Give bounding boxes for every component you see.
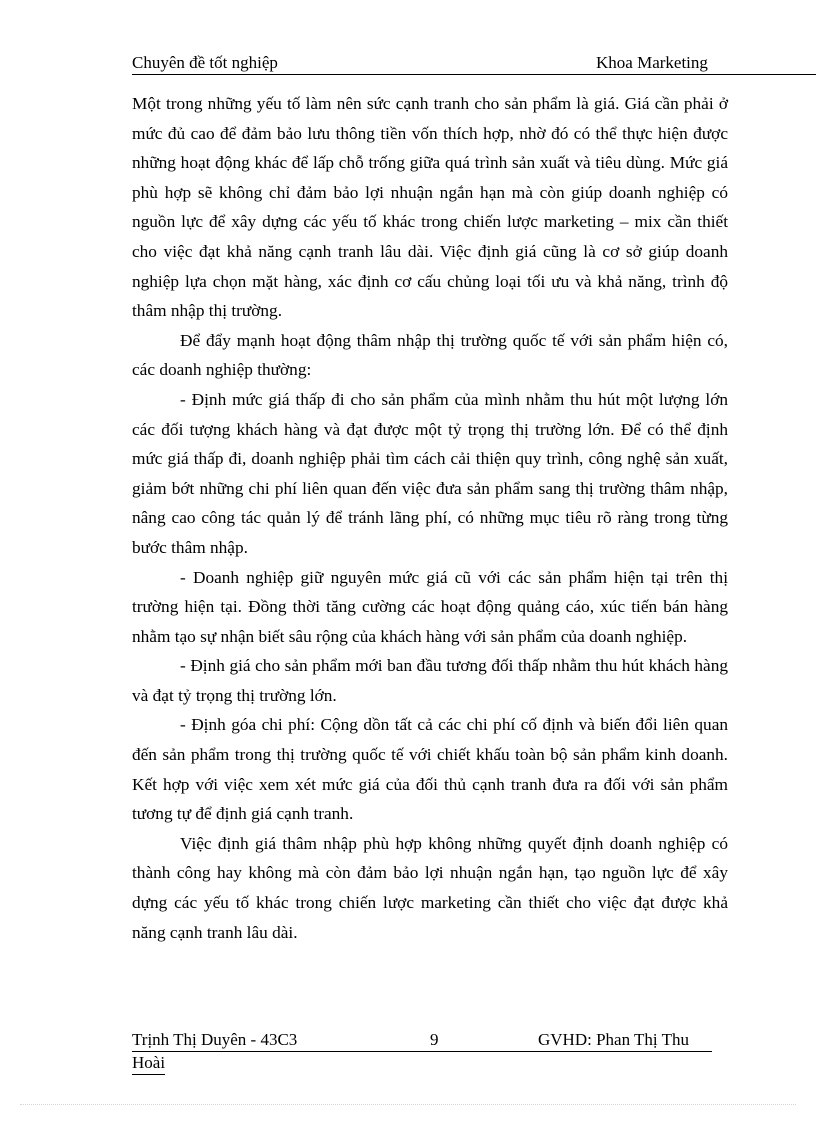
page-bottom-divider bbox=[20, 1104, 796, 1105]
page-number: 9 bbox=[430, 1030, 439, 1049]
footer-author: Trịnh Thị Duyên - 43C3 bbox=[132, 1030, 298, 1049]
header-document-type: Chuyên đề tốt nghiệp bbox=[132, 53, 278, 72]
document-body bbox=[132, 89, 728, 947]
paragraph: Việc định giá thâm nhập phù hợp không những quyết định doanh nghiệp có thành công hay không mà còn đảm bảo lợi nhuận ngắn hạn, tạo nguồn lực để xây dựng các yếu tố khác trong chiến lược marketing cần thiết cho việc đạt được khả năng cạnh tranh lâu dài. bbox=[132, 833, 728, 942]
page-footer bbox=[132, 1029, 712, 1075]
footer-line bbox=[132, 1029, 712, 1052]
bullet-paragraph: - Định mức giá thấp đi cho sản phẩm của mình nhằm thu hút một lượng lớn các đối tượng khách hàng và đạt được một tỷ trọng thị trường lớn. Để có thể định mức giá thấp đi, doanh nghiệp phải tìm cách cải thiện quy trình, công nghệ sản xuất, giảm bớt những chi phí liên quan đến việc đưa sản phẩm sang thị trường thâm nhập, nâng cao công tác quản lý để tránh lãng phí, có những mục tiêu rõ ràng trong từng bước thâm nhập. bbox=[132, 389, 728, 557]
footer-advisor: GVHD: Phan Thị Thu bbox=[538, 1030, 689, 1049]
paragraph: Để đẩy mạnh hoạt động thâm nhập thị trường quốc tế với sản phẩm hiện có, các doanh nghiệp thường: bbox=[132, 330, 728, 380]
page-header bbox=[132, 52, 816, 75]
footer-advisor-continued: Hoài bbox=[132, 1052, 165, 1075]
paragraph: Một trong những yếu tố làm nên sức cạnh tranh cho sản phẩm là giá. Giá cần phải ở mức đủ cao để đảm bảo lưu thông tiền vốn thích hợp, nhờ đó có thể thực hiện được những hoạt động khác để lấp chỗ trống giữa quá trình sản xuất và tiêu dùng. Mức giá phù hợp sẽ không chỉ đảm bảo lợi nhuận ngắn hạn mà còn giúp doanh nghiệp có nguồn lực để xây dựng các yếu tố khác trong chiến lược marketing – mix cần thiết cho việc đạt khả năng cạnh tranh lâu dài. Việc định giá cũng là cơ sở giúp doanh nghiệp lựa chọn mặt hàng, xác định cơ cấu chủng loại tối ưu và khả năng, trình độ thâm nhập thị trường. bbox=[132, 94, 728, 321]
bullet-paragraph: - Định giá cho sản phẩm mới ban đầu tương đối thấp nhằm thu hút khách hàng và đạt tỷ trọng thị trường lớn. bbox=[132, 656, 728, 705]
header-faculty: Khoa Marketing bbox=[596, 53, 708, 72]
bullet-paragraph: - Doanh nghiệp giữ nguyên mức giá cũ với các sản phẩm hiện tại trên thị trường hiện tại. Đồng thời tăng cường các hoạt động quảng cáo, xúc tiến bán hàng nhằm tạo sự nhận biết sâu rộng của khách hàng với sản phẩm của doanh nghiệp. bbox=[132, 567, 728, 646]
bullet-paragraph: - Định góa chi phí: Cộng dồn tất cả các chi phí cố định và biến đổi liên quan đến sản phẩm trong thị trường quốc tế với chiết khấu toàn bộ sản phẩm kinh doanh. Kết hợp với việc xem xét mức giá của đối thủ cạnh tranh đưa ra đối với sản phẩm tương tự để định giá cạnh tranh. bbox=[132, 715, 728, 824]
